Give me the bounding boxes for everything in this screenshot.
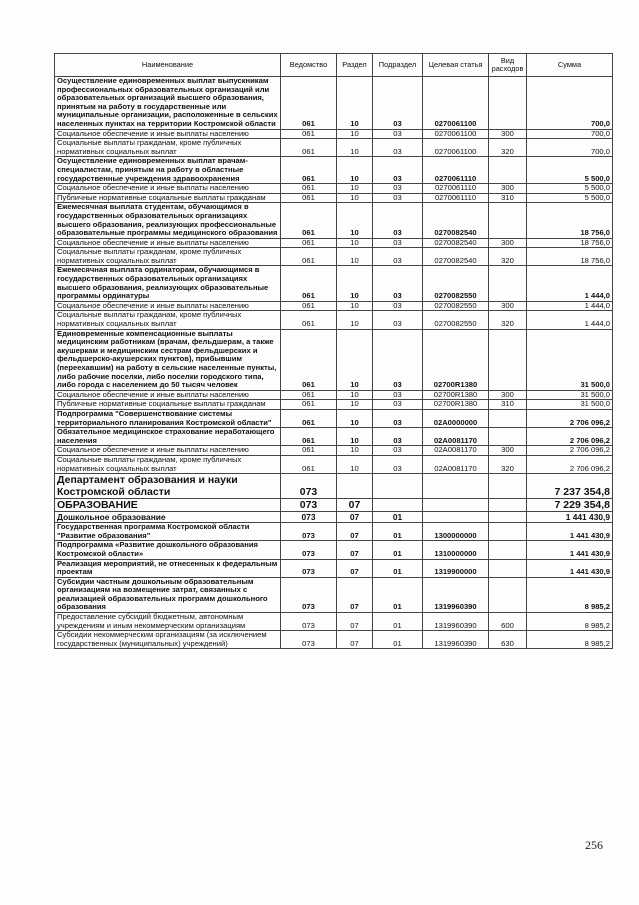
cell-vid-raskhodov xyxy=(489,512,527,523)
cell-tselevaya-statya xyxy=(423,474,489,499)
cell-tselevaya-statya: 0270082540 xyxy=(423,238,489,248)
cell-summa: 31 500,0 xyxy=(527,400,613,410)
cell-name: Социальное обеспечение и иные выплаты населению xyxy=(55,446,281,456)
cell-name: ОБРАЗОВАНИЕ xyxy=(55,499,281,512)
table-row xyxy=(55,184,613,194)
table-row xyxy=(55,541,613,559)
cell-vid-raskhodov: 310 xyxy=(489,193,527,203)
cell-tselevaya-statya: 0270082550 xyxy=(423,301,489,311)
cell-summa: 18 756,0 xyxy=(527,238,613,248)
cell-name: Социальное обеспечение и иные выплаты населению xyxy=(55,184,281,194)
cell-name: Социальное обеспечение и иные выплаты населению xyxy=(55,301,281,311)
cell-podrazdel: 01 xyxy=(373,577,423,612)
table-row xyxy=(55,559,613,577)
cell-vedomstvo: 073 xyxy=(281,631,337,649)
budget-table xyxy=(54,53,613,649)
cell-podrazdel: 03 xyxy=(373,446,423,456)
cell-vedomstvo: 061 xyxy=(281,129,337,139)
cell-tselevaya-statya: 0270061110 xyxy=(423,157,489,184)
table-row xyxy=(55,301,613,311)
cell-podrazdel: 03 xyxy=(373,390,423,400)
cell-tselevaya-statya xyxy=(423,499,489,512)
cell-vid-raskhodov xyxy=(489,329,527,390)
cell-summa: 8 985,2 xyxy=(527,613,613,631)
cell-razdel: 10 xyxy=(337,329,373,390)
cell-podrazdel: 03 xyxy=(373,311,423,329)
cell-vedomstvo: 061 xyxy=(281,77,337,130)
cell-tselevaya-statya: 1300000000 xyxy=(423,523,489,541)
cell-vedomstvo: 061 xyxy=(281,238,337,248)
cell-tselevaya-statya: 02А0081170 xyxy=(423,455,489,473)
table-row xyxy=(55,446,613,456)
cell-vid-raskhodov xyxy=(489,77,527,130)
cell-vid-raskhodov: 600 xyxy=(489,613,527,631)
cell-vedomstvo: 061 xyxy=(281,455,337,473)
cell-vid-raskhodov xyxy=(489,499,527,512)
cell-razdel: 10 xyxy=(337,311,373,329)
cell-vedomstvo: 061 xyxy=(281,301,337,311)
cell-vid-raskhodov: 300 xyxy=(489,301,527,311)
cell-podrazdel: 01 xyxy=(373,512,423,523)
cell-tselevaya-statya: 1319960390 xyxy=(423,577,489,612)
cell-podrazdel: 03 xyxy=(373,329,423,390)
cell-summa: 5 500,0 xyxy=(527,157,613,184)
cell-name: Предоставление субсидий бюджетным, автономным учреждениям и иным некоммерческим организациям xyxy=(55,613,281,631)
cell-razdel xyxy=(337,474,373,499)
cell-vid-raskhodov xyxy=(489,541,527,559)
cell-summa: 700,0 xyxy=(527,139,613,157)
table-row xyxy=(55,311,613,329)
cell-razdel: 07 xyxy=(337,523,373,541)
cell-tselevaya-statya: 0270082540 xyxy=(423,248,489,266)
cell-vid-raskhodov: 320 xyxy=(489,311,527,329)
cell-podrazdel: 01 xyxy=(373,631,423,649)
cell-vid-raskhodov xyxy=(489,474,527,499)
cell-summa: 1 441 430,9 xyxy=(527,512,613,523)
cell-podrazdel: 03 xyxy=(373,238,423,248)
cell-podrazdel xyxy=(373,474,423,499)
cell-vedomstvo: 073 xyxy=(281,512,337,523)
cell-name: Социальное обеспечение и иные выплаты населению xyxy=(55,129,281,139)
cell-vid-raskhodov: 300 xyxy=(489,446,527,456)
cell-summa: 1 444,0 xyxy=(527,266,613,301)
cell-vedomstvo: 061 xyxy=(281,266,337,301)
cell-podrazdel: 03 xyxy=(373,266,423,301)
cell-vid-raskhodov: 300 xyxy=(489,129,527,139)
cell-razdel: 10 xyxy=(337,400,373,410)
cell-razdel: 07 xyxy=(337,541,373,559)
cell-razdel: 10 xyxy=(337,248,373,266)
cell-tselevaya-statya: 0270082540 xyxy=(423,203,489,238)
cell-podrazdel: 03 xyxy=(373,428,423,446)
cell-vedomstvo: 061 xyxy=(281,428,337,446)
cell-summa: 1 444,0 xyxy=(527,311,613,329)
cell-name: Субсидии некоммерческим организациям (за исключением государственных (муниципальных) учреждений) xyxy=(55,631,281,649)
cell-name: Публичные нормативные социальные выплаты гражданам xyxy=(55,400,281,410)
cell-vid-raskhodov: 300 xyxy=(489,184,527,194)
cell-razdel: 10 xyxy=(337,446,373,456)
cell-name: Социальные выплаты гражданам, кроме публичных нормативных социальных выплат xyxy=(55,139,281,157)
cell-vid-raskhodov: 300 xyxy=(489,238,527,248)
table-row xyxy=(55,499,613,512)
table-row xyxy=(55,474,613,499)
table-row xyxy=(55,390,613,400)
cell-podrazdel: 01 xyxy=(373,613,423,631)
cell-razdel: 10 xyxy=(337,139,373,157)
cell-razdel: 10 xyxy=(337,193,373,203)
cell-name: Социальные выплаты гражданам, кроме публичных нормативных социальных выплат xyxy=(55,455,281,473)
cell-name: Государственная программа Костромской области "Развитие образования" xyxy=(55,523,281,541)
cell-podrazdel: 03 xyxy=(373,203,423,238)
cell-vedomstvo: 073 xyxy=(281,541,337,559)
cell-tselevaya-statya: 0270082550 xyxy=(423,266,489,301)
cell-name: Обязательное медицинское страхование неработающего населения xyxy=(55,428,281,446)
cell-podrazdel xyxy=(373,499,423,512)
cell-summa: 1 444,0 xyxy=(527,301,613,311)
cell-summa: 5 500,0 xyxy=(527,184,613,194)
cell-vid-raskhodov: 310 xyxy=(489,400,527,410)
table-row xyxy=(55,266,613,301)
cell-name: Публичные нормативные социальные выплаты гражданам xyxy=(55,193,281,203)
cell-podrazdel: 01 xyxy=(373,541,423,559)
cell-tselevaya-statya: 0270061110 xyxy=(423,184,489,194)
cell-vedomstvo: 061 xyxy=(281,248,337,266)
header-podrazdel: Подраздел xyxy=(373,54,423,77)
cell-vedomstvo: 061 xyxy=(281,446,337,456)
cell-tselevaya-statya: 1319960390 xyxy=(423,631,489,649)
table-row xyxy=(55,77,613,130)
cell-vid-raskhodov xyxy=(489,157,527,184)
cell-podrazdel: 03 xyxy=(373,129,423,139)
cell-name: Осуществление единовременных выплат выпускникам профессиональных образовательных организаций или образовательных организаций высшего образования, принятым на работу в государственные или муниципальные организации, расположенные в сельских населенных пунктах на территории Костромской области xyxy=(55,77,281,130)
cell-razdel: 10 xyxy=(337,157,373,184)
cell-vid-raskhodov xyxy=(489,559,527,577)
table-body xyxy=(55,77,613,649)
header-vid-raskhodov: Вид расходов xyxy=(489,54,527,77)
cell-razdel: 07 xyxy=(337,613,373,631)
cell-tselevaya-statya: 1319900000 xyxy=(423,559,489,577)
table-row xyxy=(55,129,613,139)
cell-vedomstvo: 061 xyxy=(281,139,337,157)
cell-summa: 18 756,0 xyxy=(527,248,613,266)
cell-summa: 8 985,2 xyxy=(527,577,613,612)
cell-summa: 31 500,0 xyxy=(527,390,613,400)
cell-razdel: 10 xyxy=(337,455,373,473)
cell-razdel: 10 xyxy=(337,428,373,446)
cell-tselevaya-statya: 02А0000000 xyxy=(423,409,489,427)
cell-summa: 7 237 354,8 xyxy=(527,474,613,499)
cell-summa: 5 500,0 xyxy=(527,193,613,203)
cell-podrazdel: 03 xyxy=(373,400,423,410)
cell-tselevaya-statya: 02700R1380 xyxy=(423,329,489,390)
header-summa: Сумма xyxy=(527,54,613,77)
header-tselevaya-statya: Целевая статья xyxy=(423,54,489,77)
cell-razdel: 10 xyxy=(337,409,373,427)
cell-summa: 1 441 430,9 xyxy=(527,559,613,577)
cell-name: Единовременные компенсационные выплаты медицинским работникам (врачам, фельдшерам, а также акушеркам и медицинским сестрам фельдшерских и фельдшерско-акушерских пунктов), прибывшим (переехавшим) на работу в сельские населенные пункты, либо рабочие поселки, либо поселки городского типа, либо города с населением до 50 тысяч человек xyxy=(55,329,281,390)
cell-summa: 1 441 430,9 xyxy=(527,541,613,559)
cell-vid-raskhodov xyxy=(489,266,527,301)
cell-tselevaya-statya: 0270061100 xyxy=(423,129,489,139)
table-row xyxy=(55,409,613,427)
cell-podrazdel: 01 xyxy=(373,523,423,541)
cell-razdel: 07 xyxy=(337,499,373,512)
cell-vedomstvo: 073 xyxy=(281,523,337,541)
cell-vedomstvo: 061 xyxy=(281,184,337,194)
cell-name: Осуществление единовременных выплат врачам-специалистам, принятым на работу в областные государственные учреждения здравоохранения xyxy=(55,157,281,184)
cell-vedomstvo: 061 xyxy=(281,409,337,427)
cell-tselevaya-statya xyxy=(423,512,489,523)
cell-vid-raskhodov: 320 xyxy=(489,139,527,157)
cell-name: Дошкольное образование xyxy=(55,512,281,523)
cell-name: Подпрограмма «Развитие дошкольного образования Костромской области» xyxy=(55,541,281,559)
cell-vedomstvo: 073 xyxy=(281,613,337,631)
cell-razdel: 07 xyxy=(337,559,373,577)
cell-summa: 700,0 xyxy=(527,129,613,139)
cell-podrazdel: 03 xyxy=(373,184,423,194)
table-row xyxy=(55,157,613,184)
cell-tselevaya-statya: 0270061100 xyxy=(423,139,489,157)
cell-vid-raskhodov xyxy=(489,203,527,238)
table-row xyxy=(55,577,613,612)
cell-podrazdel: 03 xyxy=(373,139,423,157)
table-row xyxy=(55,455,613,473)
cell-vid-raskhodov: 300 xyxy=(489,390,527,400)
table-header-row xyxy=(55,54,613,77)
cell-vedomstvo: 073 xyxy=(281,499,337,512)
table-row xyxy=(55,428,613,446)
table-row xyxy=(55,613,613,631)
cell-tselevaya-statya: 1310000000 xyxy=(423,541,489,559)
cell-vedomstvo: 061 xyxy=(281,203,337,238)
cell-name: Подпрограмма "Совершенствование системы территориального планирования Костромской области" xyxy=(55,409,281,427)
cell-tselevaya-statya: 0270061100 xyxy=(423,77,489,130)
cell-podrazdel: 03 xyxy=(373,409,423,427)
header-razdel: Раздел xyxy=(337,54,373,77)
cell-vedomstvo: 073 xyxy=(281,474,337,499)
cell-summa: 2 706 096,2 xyxy=(527,455,613,473)
cell-tselevaya-statya: 02А0081170 xyxy=(423,446,489,456)
cell-summa: 700,0 xyxy=(527,77,613,130)
cell-summa: 18 756,0 xyxy=(527,203,613,238)
header-name: Наименование xyxy=(55,54,281,77)
cell-podrazdel: 03 xyxy=(373,157,423,184)
cell-razdel: 10 xyxy=(337,77,373,130)
cell-razdel: 10 xyxy=(337,266,373,301)
cell-razdel: 10 xyxy=(337,129,373,139)
cell-vid-raskhodov xyxy=(489,577,527,612)
cell-vid-raskhodov xyxy=(489,409,527,427)
table-row xyxy=(55,248,613,266)
cell-summa: 2 706 096,2 xyxy=(527,428,613,446)
table-row xyxy=(55,523,613,541)
cell-vedomstvo: 061 xyxy=(281,311,337,329)
cell-tselevaya-statya: 1319960390 xyxy=(423,613,489,631)
table-row xyxy=(55,139,613,157)
table-row xyxy=(55,193,613,203)
cell-tselevaya-statya: 0270061110 xyxy=(423,193,489,203)
cell-vid-raskhodov: 320 xyxy=(489,455,527,473)
cell-name: Ежемесячная выплата студентам, обучающимся в государственных образовательных организациях высшего образования, реализующих профессиональные образовательные программы медицинского образования xyxy=(55,203,281,238)
cell-summa: 31 500,0 xyxy=(527,329,613,390)
cell-tselevaya-statya: 02700R1380 xyxy=(423,400,489,410)
cell-podrazdel: 03 xyxy=(373,248,423,266)
cell-vedomstvo: 061 xyxy=(281,329,337,390)
header-vedomstvo: Ведомство xyxy=(281,54,337,77)
table-row xyxy=(55,512,613,523)
cell-tselevaya-statya: 0270082550 xyxy=(423,311,489,329)
cell-razdel: 07 xyxy=(337,631,373,649)
cell-vedomstvo: 061 xyxy=(281,157,337,184)
cell-vid-raskhodov: 630 xyxy=(489,631,527,649)
cell-vedomstvo: 073 xyxy=(281,577,337,612)
cell-summa: 7 229 354,8 xyxy=(527,499,613,512)
cell-vedomstvo: 061 xyxy=(281,390,337,400)
cell-tselevaya-statya: 02700R1380 xyxy=(423,390,489,400)
cell-razdel: 07 xyxy=(337,512,373,523)
cell-podrazdel: 01 xyxy=(373,559,423,577)
cell-summa: 2 706 096,2 xyxy=(527,409,613,427)
cell-podrazdel: 03 xyxy=(373,193,423,203)
table-row xyxy=(55,203,613,238)
cell-razdel: 10 xyxy=(337,238,373,248)
cell-name: Департамент образования и науки Костромской области xyxy=(55,474,281,499)
cell-podrazdel: 03 xyxy=(373,301,423,311)
table-row xyxy=(55,329,613,390)
cell-vedomstvo: 061 xyxy=(281,193,337,203)
cell-podrazdel: 03 xyxy=(373,455,423,473)
cell-name: Субсидии частным дошкольным образовательным организациям на возмещение затрат, связанных с реализацией образовательных программ дошкольного образования xyxy=(55,577,281,612)
cell-razdel: 07 xyxy=(337,577,373,612)
cell-name: Социальные выплаты гражданам, кроме публичных нормативных социальных выплат xyxy=(55,248,281,266)
cell-razdel: 10 xyxy=(337,301,373,311)
cell-vid-raskhodov: 320 xyxy=(489,248,527,266)
cell-razdel: 10 xyxy=(337,390,373,400)
cell-vid-raskhodov xyxy=(489,428,527,446)
cell-vedomstvo: 073 xyxy=(281,559,337,577)
cell-name: Реализация мероприятий, не отнесенных к федеральным проектам xyxy=(55,559,281,577)
cell-name: Социальное обеспечение и иные выплаты населению xyxy=(55,238,281,248)
cell-name: Социальное обеспечение и иные выплаты населению xyxy=(55,390,281,400)
table-row xyxy=(55,631,613,649)
cell-summa: 2 706 096,2 xyxy=(527,446,613,456)
cell-summa: 8 985,2 xyxy=(527,631,613,649)
cell-name: Ежемесячная выплата ординаторам, обучающимся в государственных образовательных организациях высшего образования, реализующих образовательные программы ординатуры xyxy=(55,266,281,301)
cell-tselevaya-statya: 02А0081170 xyxy=(423,428,489,446)
cell-razdel: 10 xyxy=(337,203,373,238)
cell-vid-raskhodov xyxy=(489,523,527,541)
table-row xyxy=(55,400,613,410)
cell-podrazdel: 03 xyxy=(373,77,423,130)
cell-vedomstvo: 061 xyxy=(281,400,337,410)
table-row xyxy=(55,238,613,248)
cell-summa: 1 441 430,9 xyxy=(527,523,613,541)
cell-name: Социальные выплаты гражданам, кроме публичных нормативных социальных выплат xyxy=(55,311,281,329)
cell-razdel: 10 xyxy=(337,184,373,194)
page-number: 256 xyxy=(585,838,603,852)
